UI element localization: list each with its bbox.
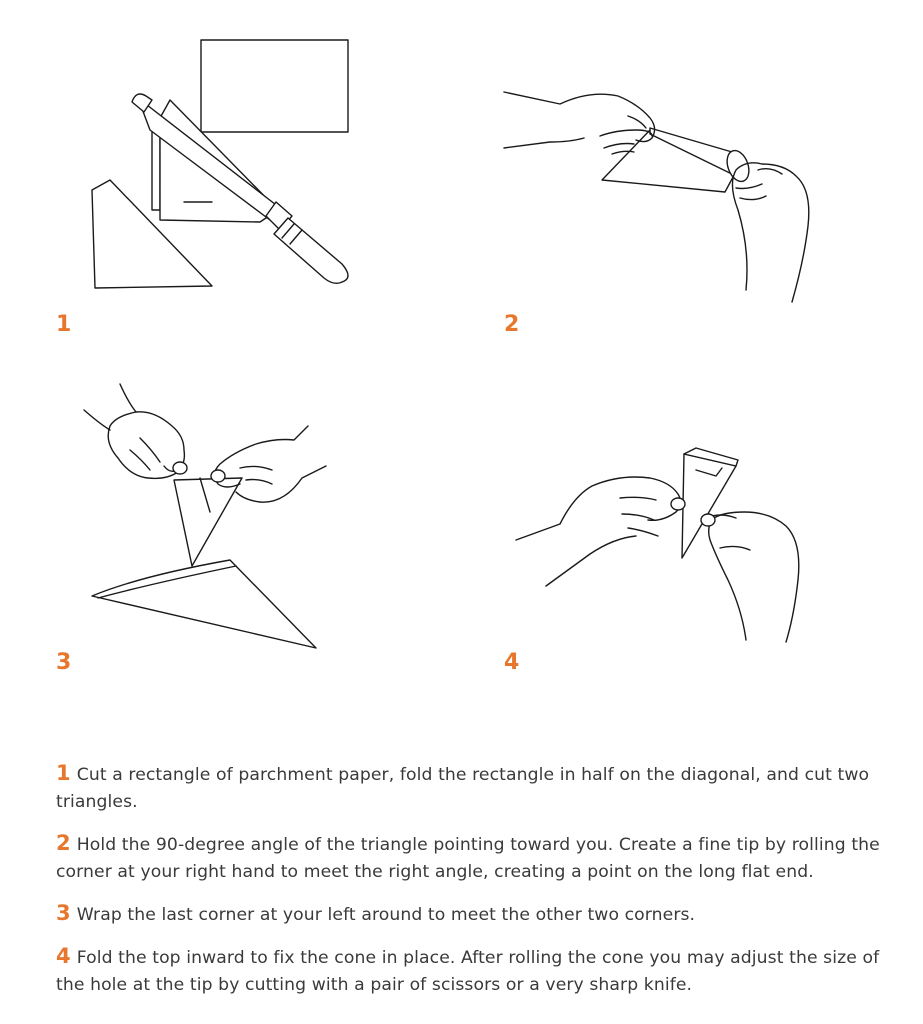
step-1 [56,760,886,816]
step-text: Fold the top inward to fix the cone in place. After rolling the cone you may adjust the size of the hole at the tip by cutting with a pair of scissors or a very sharp knife. [56,948,880,995]
figure-2-illustration [500,80,830,310]
wrapping-cone [174,478,242,566]
parchment-rectangle [201,40,348,132]
step-2 [56,830,886,886]
figure-number-1: 1 [56,312,72,337]
figure-4-illustration [510,440,810,650]
step-text: Cut a rectangle of parchment paper, fold the rectangle in half on the diagonal, and cut two triangles. [56,765,870,812]
paper-cone [682,454,736,558]
knife-handle [274,218,348,283]
step-text: Hold the 90-degree angle of the triangle pointing toward you. Create a fine tip by rolling the corner at your right hand to meet the right angle, creating a point on the long flat end. [56,835,880,882]
step-3 [56,900,886,929]
step-4 [56,943,886,999]
figure-number-3: 3 [56,650,72,675]
step-number: 1 [56,761,71,785]
figure-number-2: 2 [504,312,520,337]
figure-3-illustration [80,380,340,650]
step-number: 4 [56,944,71,968]
step-number: 2 [56,831,71,855]
figure-1-illustration [80,30,380,310]
figure-number-4: 4 [504,650,520,675]
step-text: Wrap the last corner at your left around to meet the other two corners. [76,905,696,925]
step-number: 3 [56,901,71,925]
instructions-list [56,760,886,1013]
